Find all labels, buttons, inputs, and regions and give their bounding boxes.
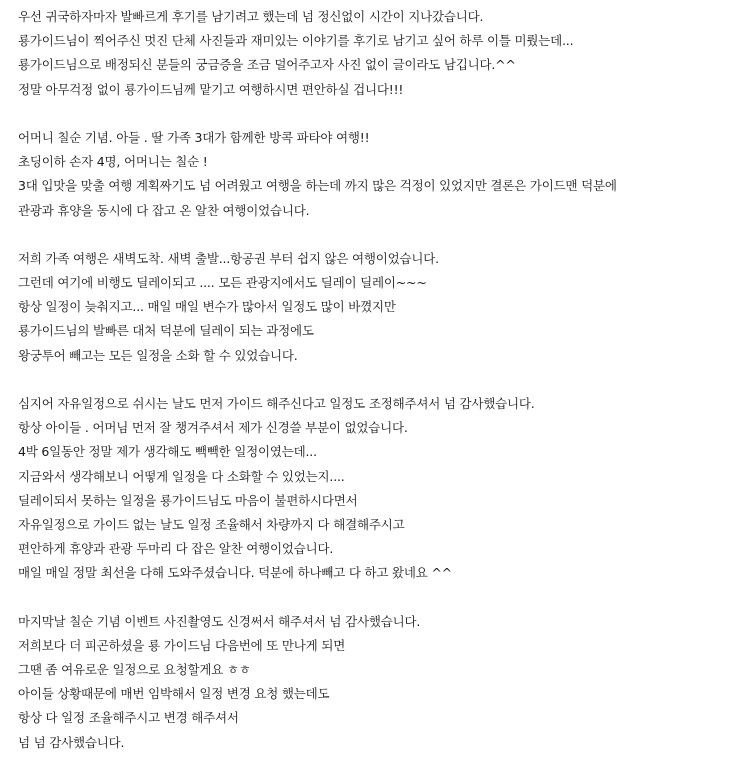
text-line: 지금와서 생각해보니 어떻게 일정을 다 소화할 수 있었는지....: [18, 468, 345, 484]
text-line: 항상 다 일정 조율해주시고 변경 해주셔서: [18, 710, 239, 726]
text-line: 왕궁투어 빼고는 모든 일정을 소화 할 수 있었습니다.: [18, 347, 298, 363]
text-line: 룡가이드님이 찍어주신 멋진 단체 사진들과 재미있는 이야기를 후기로 남기고 싶어 하루 이틀 미뤘는데...: [18, 33, 574, 49]
text-line: 딜레이되서 못하는 일정을 룡가이드님도 마음이 불편하시다면서: [18, 492, 358, 508]
text-line: 초딩이하 손자 4명, 어머니는 칠순 !: [18, 154, 208, 170]
paragraph-trip-summary: [18, 126, 750, 223]
text-line: 편안하게 휴양과 관광 두마리 다 잡은 알찬 여행이었습니다.: [18, 541, 334, 557]
text-line: 그땐 좀 여유로운 일정으로 요청할게요 ㅎㅎ: [18, 662, 251, 678]
text-line: 4박 6일동안 정말 제가 생각해도 빽빽한 일정이였는데...: [18, 444, 317, 460]
paragraph-spacer: [18, 223, 750, 247]
text-line: 우선 귀국하자마자 발빠르게 후기를 남기려고 했는데 넘 정신없이 시간이 지나갔습니다.: [18, 9, 484, 24]
text-line: 룡가이드님으로 배정되신 분들의 궁금증을 조금 덜어주고자 사진 없이 글이라도 남깁니다.^^: [18, 57, 516, 73]
paragraph-spacer: [18, 368, 750, 392]
text-line: 항상 일정이 늦춰지고... 매일 매일 변수가 많아서 일정도 많이 바꼈지만: [18, 299, 396, 315]
text-line: 관광과 휴양을 동시에 다 잡고 온 알찬 여행이었습니다.: [18, 202, 310, 218]
paragraph-intro: [18, 5, 750, 102]
paragraph-closing: [18, 610, 750, 755]
paragraph-spacer: [18, 102, 750, 126]
text-line: 항상 아이들 . 어머님 먼저 잘 챙겨주셔서 제가 신경쓸 부분이 없었습니다.: [18, 420, 408, 436]
text-line: 3대 입맛을 맞출 여행 계획짜기도 넘 어려웠고 여행을 하는데 까지 많은 걱정이 있었지만 결론은 가이드맨 덕분에: [18, 178, 617, 194]
text-line: 넘 넘 감사했습니다.: [18, 734, 125, 750]
text-line: 저희보다 더 피곤하셨을 룡 가이드님 다음번에 또 만나게 되면: [18, 637, 346, 653]
paragraph-free-days: [18, 392, 750, 586]
text-line: 룡가이드님의 발빠른 대처 덕분에 딜레이 되는 과정에도: [18, 323, 314, 339]
text-line: 저희 가족 여행은 새벽도착. 새벽 출발...항공권 부터 쉽지 않은 여행이었습니다.: [18, 250, 439, 266]
text-line: 정말 아무걱정 없이 룡가이드님께 맡기고 여행하시면 편안하실 겁니다!!!: [18, 81, 404, 97]
paragraph-delays: [18, 247, 750, 368]
text-line: 마지막날 칠순 기념 이벤트 사진촬영도 신경써서 해주셔서 넘 감사했습니다.: [18, 613, 421, 629]
text-line: 그런데 여기에 비행도 딜레이되고 .... 모든 관광지에서도 딜레이 딜레이~~~: [18, 275, 427, 291]
text-line: 자유일정으로 가이드 없는 날도 일정 조율해서 차량까지 다 해결해주시고: [18, 516, 405, 532]
paragraph-spacer: [18, 586, 750, 610]
text-line: 심지어 자유일정으로 쉬시는 날도 먼저 가이드 해주신다고 일정도 조정해주셔서 넘 감사했습니다.: [18, 396, 535, 411]
text-line: 매일 매일 정말 최선을 다해 도와주셨습니다. 덕분에 하나빼고 다 하고 왔네요 ^^: [18, 565, 452, 581]
text-line: 아이들 상황때문에 매번 임박해서 일정 변경 요청 했는데도: [18, 686, 330, 702]
text-line: 어머니 칠순 기념. 아들 . 딸 가족 3대가 함께한 방콕 파타야 여행!!: [18, 129, 370, 145]
